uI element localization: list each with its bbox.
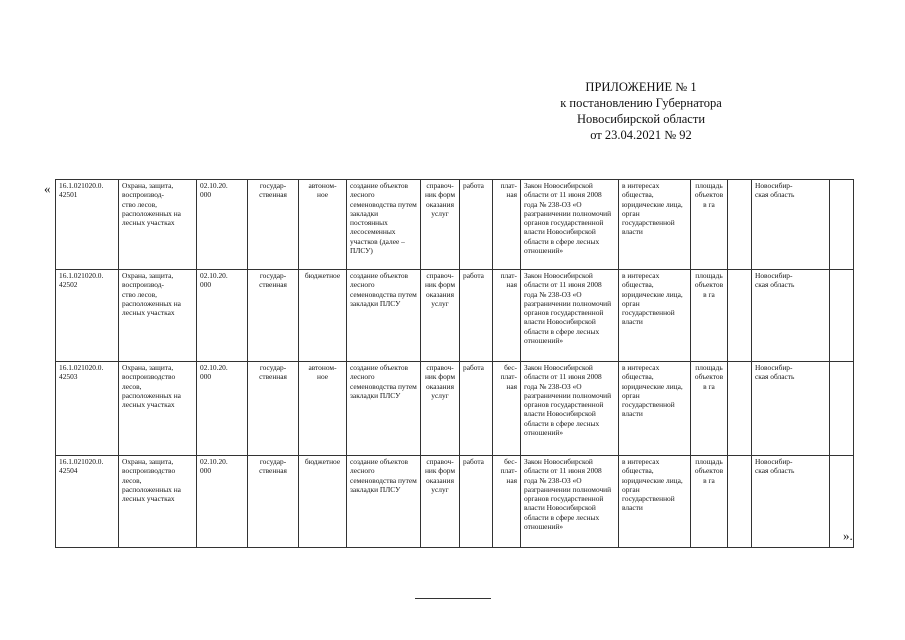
cell-code: 16.1.021020.0. 42503: [56, 362, 119, 456]
appendix-title: ПРИЛОЖЕНИЕ № 1: [585, 80, 697, 94]
cell-region: Новосибир- ская область: [752, 180, 830, 270]
cell-form: справоч- ник форм оказания услуг: [421, 456, 460, 548]
cell-consumers: в интересах общества, юридические лица, орган государственной власти: [619, 456, 691, 548]
cell-kind: работа: [460, 362, 493, 456]
cell-indicator: площадь объектов в га: [691, 456, 728, 548]
cell-content: создание объектов лесного семеноводства путем закладки ПЛСУ: [347, 362, 421, 456]
cell-pay: плат- ная: [493, 180, 521, 270]
cell-indicator: площадь объектов в га: [691, 362, 728, 456]
cell-type: государ- ственная: [248, 362, 299, 456]
closing-quote: ».: [843, 528, 853, 543]
cell-name: Охрана, защита, воспроизводство лесов, расположенных на лесных участках: [119, 362, 197, 456]
cell-consumers: в интересах общества, юридические лица, орган государственной власти: [619, 362, 691, 456]
cell-code: 16.1.021020.0. 42502: [56, 270, 119, 362]
cell-name: Охрана, защита, воспроизвод- ство лесов, расположенных на лесных участках: [119, 270, 197, 362]
cell-indicator: площадь объектов в га: [691, 270, 728, 362]
cell-type: государ- ственная: [248, 180, 299, 270]
cell-okved: 02.10.20. 000: [197, 180, 248, 270]
cell-okved: 02.10.20. 000: [197, 270, 248, 362]
table-row: [56, 362, 854, 456]
cell-inst: бюджетное: [299, 270, 347, 362]
cell-region: Новосибир- ская область: [752, 362, 830, 456]
cell-law: Закон Новосибирской области от 11 июня 2008 года № 238-ОЗ «О разграничении полномочий органов государственной власти Новосибирской области в сфере лесных отношений»: [521, 362, 619, 456]
cell-consumers: в интересах общества, юридические лица, орган государственной власти: [619, 180, 691, 270]
cell-law: Закон Новосибирской области от 11 июня 2008 года № 238-ОЗ «О разграничении полномочий органов государственной власти Новосибирской области в сфере лесных отношений»: [521, 456, 619, 548]
cell-inst: автоном- ное: [299, 180, 347, 270]
table-row: [56, 270, 854, 362]
cell-indicator: площадь объектов в га: [691, 180, 728, 270]
cell-content: создание объектов лесного семеноводства путем закладки ПЛСУ: [347, 456, 421, 548]
cell-inst: бюджетное: [299, 456, 347, 548]
cell-form: справоч- ник форм оказания услуг: [421, 180, 460, 270]
cell-empty: [728, 270, 752, 362]
cell-kind: работа: [460, 270, 493, 362]
cell-pay: плат- ная: [493, 270, 521, 362]
cell-pay: бес- плат- ная: [493, 456, 521, 548]
cell-okved: 02.10.20. 000: [197, 456, 248, 548]
footer-rule: [415, 598, 491, 599]
cell-code: 16.1.021020.0. 42501: [56, 180, 119, 270]
cell-empty: [728, 456, 752, 548]
appendix-date-line: от 23.04.2021 № 92: [590, 128, 692, 142]
cell-last: [830, 180, 854, 270]
appendix-ref-line: к постановлению Губернатора: [560, 96, 722, 110]
cell-kind: работа: [460, 180, 493, 270]
cell-code: 16.1.021020.0. 42504: [56, 456, 119, 548]
cell-consumers: в интересах общества, юридические лица, орган государственной власти: [619, 270, 691, 362]
cell-form: справоч- ник форм оказания услуг: [421, 362, 460, 456]
cell-type: государ- ственная: [248, 270, 299, 362]
cell-empty: [728, 180, 752, 270]
table-row: [56, 456, 854, 548]
cell-content: создание объектов лесного семеноводства путем закладки постоянных лесосеменных участков (далее – ПЛСУ): [347, 180, 421, 270]
cell-type: государ- ственная: [248, 456, 299, 548]
cell-last: [830, 270, 854, 362]
cell-last: [830, 362, 854, 456]
cell-inst: автоном- ное: [299, 362, 347, 456]
cell-region: Новосибир- ская область: [752, 456, 830, 548]
cell-okved: 02.10.20. 000: [197, 362, 248, 456]
cell-form: справоч- ник форм оказания услуг: [421, 270, 460, 362]
cell-empty: [728, 362, 752, 456]
cell-pay: бес- плат- ная: [493, 362, 521, 456]
cell-law: Закон Новосибирской области от 11 июня 2008 года № 238-ОЗ «О разграничении полномочий органов государственной власти Новосибирской области в сфере лесных отношений»: [521, 180, 619, 270]
cell-law: Закон Новосибирской области от 11 июня 2008 года № 238-ОЗ «О разграничении полномочий органов государственной власти Новосибирской области в сфере лесных отношений»: [521, 270, 619, 362]
appendix-header: [491, 79, 791, 143]
cell-kind: работа: [460, 456, 493, 548]
cell-name: Охрана, защита, воспроизвод- ство лесов, расположенных на лесных участках: [119, 180, 197, 270]
appendix-region-line: Новосибирской области: [576, 112, 706, 126]
registry-table: [55, 179, 854, 548]
opening-quote: «: [44, 181, 51, 196]
cell-content: создание объектов лесного семеноводства путем закладки ПЛСУ: [347, 270, 421, 362]
cell-name: Охрана, защита, воспроизводство лесов, расположенных на лесных участках: [119, 456, 197, 548]
cell-region: Новосибир- ская область: [752, 270, 830, 362]
table-row: [56, 180, 854, 270]
